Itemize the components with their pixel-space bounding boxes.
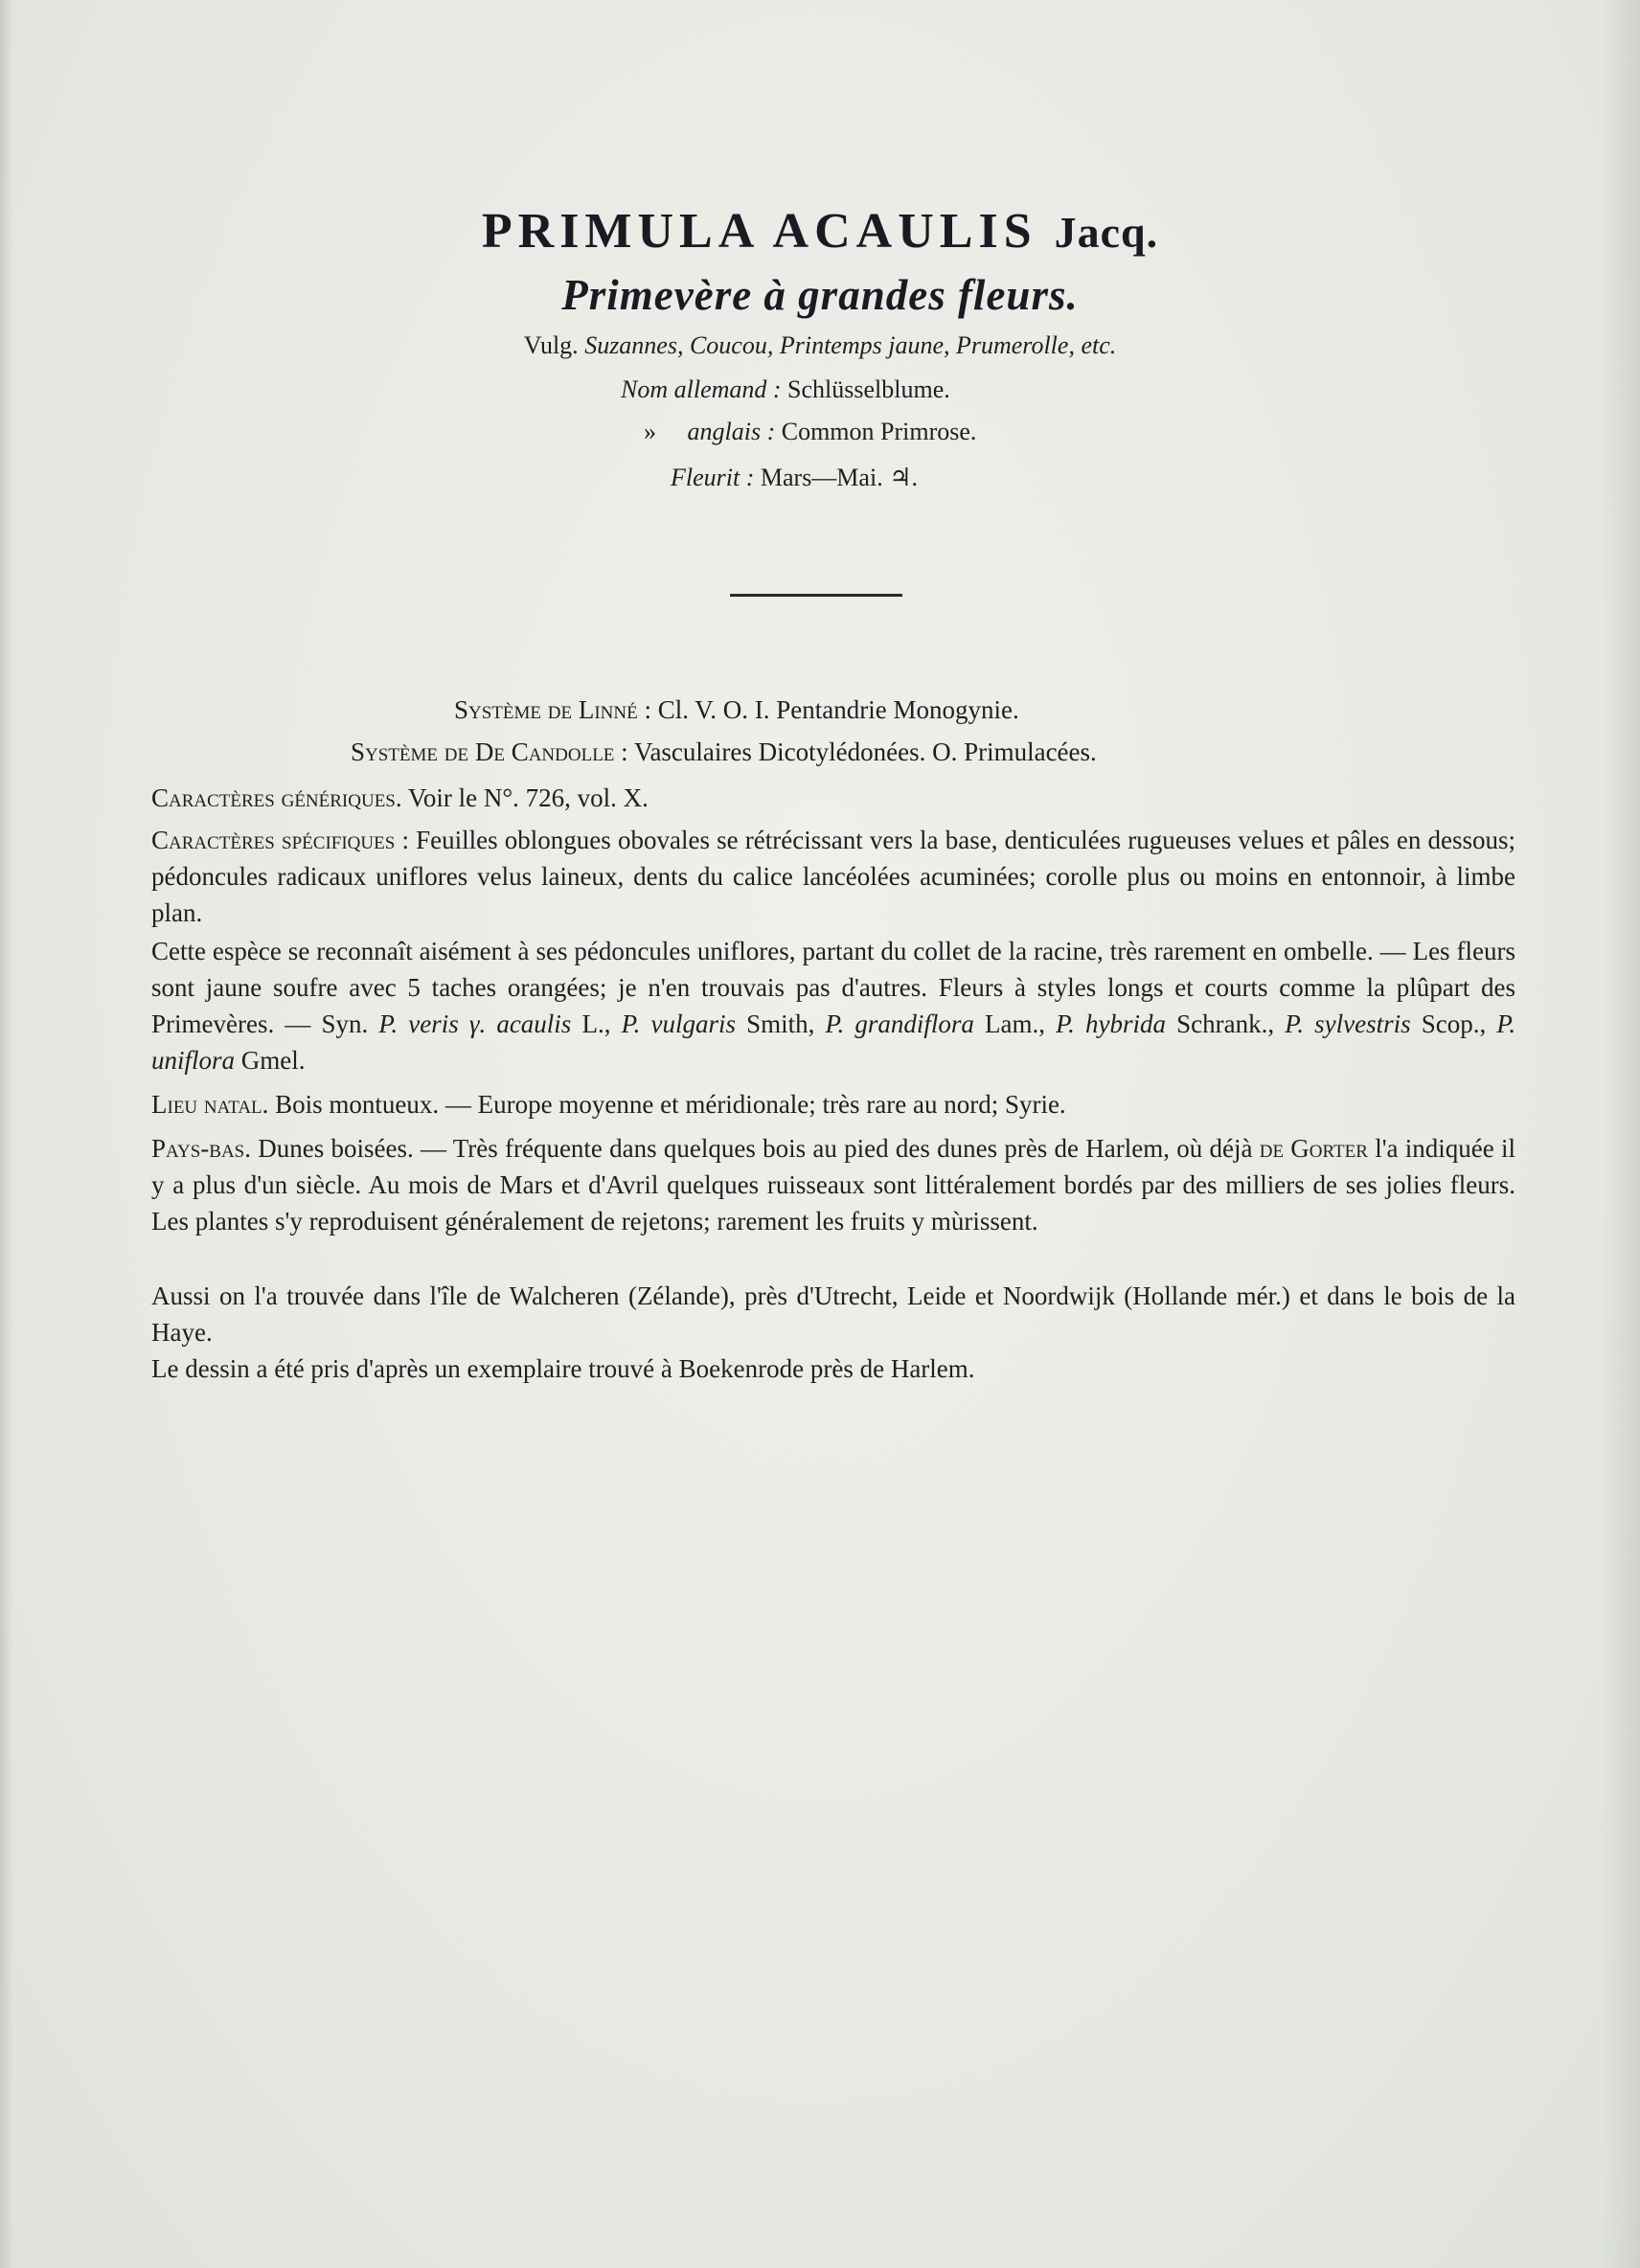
synonym-2-author: Smith, bbox=[746, 1009, 815, 1038]
drawing-source-paragraph bbox=[151, 1350, 1515, 1387]
specific-text: Feuilles oblongues obovales se rétrécissant vers la base, denticulées rugueuses velues et pâles en dessous; pédoncules radicaux uniflores velus laineux, dents du calice lancéolées acuminées; corolle plus ou moins en entonnoir, à limbe plan. bbox=[151, 826, 1516, 927]
lieu-text: Bois montueux. — Europe moyenne et méridionale; très rare au nord; Syrie. bbox=[275, 1090, 1066, 1119]
vulg-label: Vulg. bbox=[523, 331, 579, 359]
lieu-label: Lieu natal. bbox=[151, 1090, 269, 1119]
species-name: PRIMULA ACAULIS bbox=[481, 204, 1037, 259]
synonym-3-author: Lam., bbox=[985, 1009, 1046, 1038]
synonym-4-author: Schrank., bbox=[1176, 1009, 1275, 1038]
synonym-4: P. hybrida bbox=[1056, 1009, 1167, 1038]
common-name: Primevère à grandes fleurs. bbox=[561, 271, 1079, 319]
dessin-text: Le dessin a été pris d'après un exemplaire trouvé à Boekenrode près de Harlem. bbox=[151, 1354, 975, 1383]
native-range-paragraph bbox=[151, 1086, 1515, 1123]
vulg-names: Suzannes, Coucou, Printemps jaune, Prumerolle, etc. bbox=[584, 331, 1117, 359]
synonym-6-author: Gmel. bbox=[240, 1046, 306, 1075]
divider-rule bbox=[730, 594, 902, 597]
netherlands-paragraph bbox=[151, 1130, 1515, 1239]
species-author: Jacq. bbox=[1054, 208, 1159, 257]
synonym-2: P. vulgaris bbox=[621, 1009, 736, 1038]
synonym-5-author: Scop., bbox=[1421, 1009, 1487, 1038]
german-name-line bbox=[621, 375, 950, 404]
paysbas-author: de Gorter bbox=[1259, 1134, 1368, 1163]
aussi-text: Aussi on l'a trouvée dans l'île de Walcheren (Zélande), près d'Utrecht, Leide et Noordwijk (Hollande mér.) et dans le bois de la Haye. bbox=[151, 1281, 1515, 1347]
specific-characters-paragraph bbox=[151, 822, 1515, 931]
english-name-line bbox=[644, 418, 976, 446]
english-label: anglais : bbox=[687, 418, 776, 445]
linne-label: Système de Linné : bbox=[454, 695, 651, 724]
localities-paragraph bbox=[151, 1278, 1515, 1350]
linne-value: Cl. V. O. I. Pentandrie Monogynie. bbox=[657, 695, 1019, 724]
english-name: Common Primrose. bbox=[781, 418, 977, 445]
candolle-system-line bbox=[351, 737, 1097, 767]
synonym-5: P. sylvestris bbox=[1285, 1009, 1411, 1038]
synonym-1: P. veris γ. acaulis bbox=[378, 1009, 572, 1038]
linne-system-line bbox=[454, 695, 1019, 725]
specific-label: Caractères spécifiques : bbox=[151, 826, 409, 854]
flowering-label: Fleurit : bbox=[671, 464, 755, 491]
flowering-value: Mars—Mai. ♃. bbox=[760, 464, 918, 491]
vernacular-names-line bbox=[0, 331, 1640, 360]
paysbas-text-b: l'a indiquée il y a plus d'un siècle. Au mois de Mars et d'Avril quelques ruisseaux sont littéralement bordés par des milliers de ses jolies fleurs. Les plantes s'y reproduisent généralement de rejetons; rarement les fruits y mùrissent. bbox=[151, 1134, 1516, 1236]
description-text: Cette espèce se reconnaît aisément à ses pédoncules uniflores, partant du collet de la racine, très rarement en ombelle. — Les fleurs sont jaune soufre avec 5 taches orangées; je n'en trouvais pas d'autres. Fleurs à styles longs et courts comme la plûpart des Primevères. — Syn. bbox=[151, 937, 1515, 1038]
flowering-line bbox=[671, 464, 918, 492]
candolle-value: Vasculaires Dicotylédonées. O. Primulacées. bbox=[633, 737, 1097, 766]
paysbas-label: Pays-bas. bbox=[151, 1134, 251, 1163]
generic-label: Caractères génériques. bbox=[151, 783, 402, 812]
generic-characters-paragraph bbox=[151, 780, 1515, 816]
generic-text: Voir le N°. 726, vol. X. bbox=[407, 783, 649, 812]
synonym-3: P. grandiflora bbox=[825, 1009, 974, 1038]
description-paragraph bbox=[151, 933, 1515, 1078]
paysbas-text-a: Dunes boisées. — Très fréquente dans quelques bois au pied des dunes près de Harlem, où déjà bbox=[258, 1134, 1253, 1163]
german-label: Nom allemand : bbox=[621, 375, 782, 403]
synonym-6: P. uniflora bbox=[151, 1009, 1516, 1075]
candolle-label: Système de De Candolle : bbox=[351, 737, 628, 766]
german-name: Schlüsselblume. bbox=[787, 375, 950, 403]
ditto-mark: » bbox=[644, 418, 656, 445]
page-title bbox=[0, 203, 1640, 260]
synonym-1-author: L., bbox=[581, 1009, 611, 1038]
